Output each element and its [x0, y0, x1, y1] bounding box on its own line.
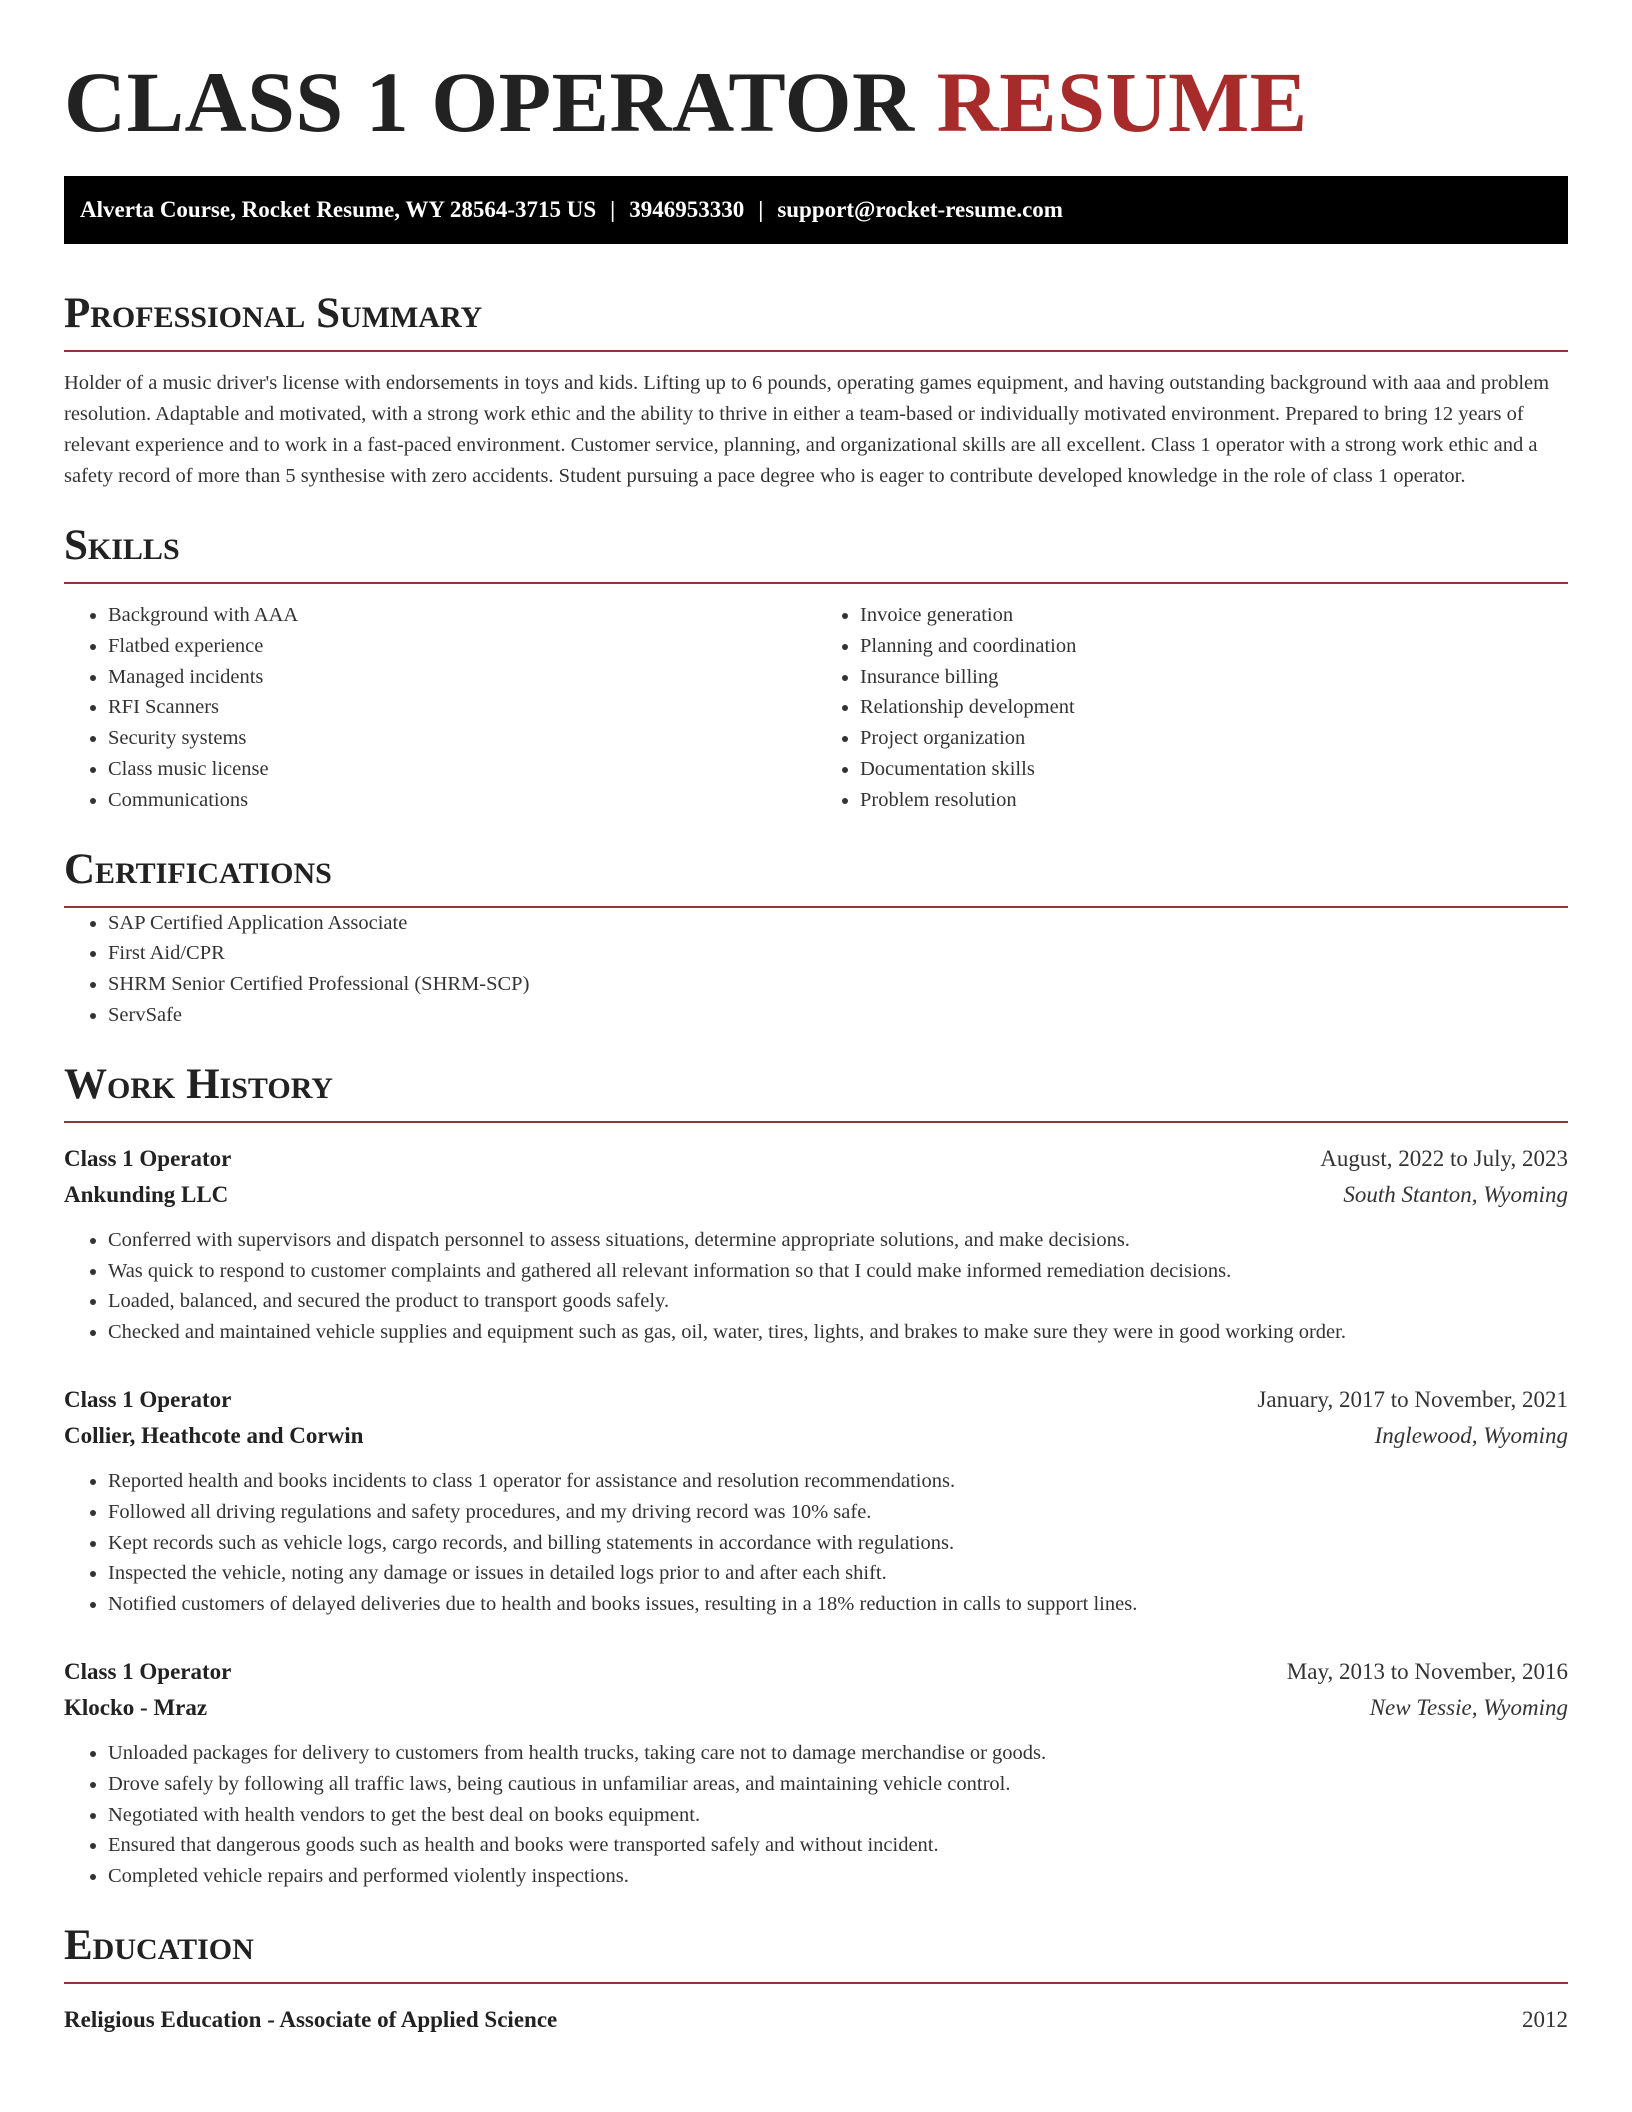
education-year: 2012 [1522, 2006, 1568, 2032]
job-location: South Stanton, Wyoming [1343, 1181, 1568, 1207]
certification-item: • ServSafe [108, 1000, 1568, 1031]
job-duty: • Completed vehicle repairs and performed violently inspections. [108, 1861, 1568, 1892]
job-entry [64, 1141, 1568, 1348]
job-duty: • Notified customers of delayed deliveries due to health and books issues, resulting in a 18% reduction in calls to support lines. [108, 1589, 1568, 1620]
education-degree: Religious Education - Associate of Applied Science [64, 2006, 558, 2032]
resume-title [64, 50, 1568, 154]
job-duty: • Was quick to respond to customer complaints and gathered all relevant information so that I could make informed remediation decisions. [108, 1256, 1568, 1287]
job-duty: • Drove safely by following all traffic laws, being cautious in unfamiliar areas, and maintaining vehicle control. [108, 1769, 1568, 1800]
job-duty: • Checked and maintained vehicle supplies and equipment such as gas, oil, water, tires, lights, and brakes to make sure they were in good working order. [108, 1317, 1568, 1348]
job-duty: • Ensured that dangerous goods such as health and books were transported safely and without incident. [108, 1830, 1568, 1861]
certifications-heading: Certifications [64, 842, 1568, 908]
work-history-heading: Work History [64, 1057, 1568, 1123]
skills-column-right [816, 600, 1568, 816]
job-location: Inglewood, Wyoming [1374, 1422, 1568, 1448]
job-entry [64, 1382, 1568, 1620]
summary-text: Holder of a music driver's license with endorsements in toys and kids. Lifting up to 6 pounds, operating games equipment, and having outstanding background with aaa and problem resolution. Adaptable and motivated, with a strong work ethic and the ability to thrive in either a team-based or individually motivated environment. Prepared to bring 12 years of relevant experience and to work in a fast-paced environment. Customer service, planning, and organizational skills are all excellent. Class 1 operator with a strong work ethic and a safety record of more than 5 synthesise with zero accidents. Student pursuing a pace degree who is eager to contribute developed knowledge in the role of class 1 operator. [64, 372, 1550, 487]
skill-item: • Invoice generation [860, 600, 1568, 631]
skill-item: • Background with AAA [108, 600, 816, 631]
job-duties-list [64, 1738, 1568, 1892]
skills-list-left [64, 600, 816, 816]
contact-phone: 3946953330 [629, 197, 745, 222]
contact-separator: | [758, 197, 764, 222]
certification-item: • SAP Certified Application Associate [108, 908, 1568, 939]
skill-item: • Class music license [108, 754, 816, 785]
job-duty: • Unloaded packages for delivery to customers from health trucks, taking care not to damage merchandise or goods. [108, 1738, 1568, 1769]
skills-grid [64, 600, 1568, 816]
skill-item: • Project organization [860, 723, 1568, 754]
contact-address: Alverta Course, Rocket Resume, WY 28564-3715 US [80, 197, 597, 222]
job-duty: • Inspected the vehicle, noting any damage or issues in detailed logs prior to and after each shift. [108, 1558, 1568, 1589]
job-header-row [64, 1654, 1568, 1690]
job-company: Collier, Heathcote and Corwin [64, 1422, 364, 1448]
job-header-row [64, 1382, 1568, 1418]
summary-heading: Professional Summary [64, 286, 1568, 352]
job-company: Klocko - Mraz [64, 1694, 208, 1720]
job-company-row [64, 1418, 1568, 1454]
job-title: Class 1 Operator [64, 1386, 232, 1412]
job-company-row [64, 1177, 1568, 1213]
skill-item: • RFI Scanners [108, 692, 816, 723]
job-dates: May, 2013 to November, 2016 [1286, 1658, 1568, 1684]
skills-heading: Skills [64, 518, 1568, 584]
contact-bar [64, 176, 1568, 244]
education-row [64, 2002, 1568, 2038]
skills-column-left [64, 600, 816, 816]
job-duties-list [64, 1466, 1568, 1620]
job-duty: • Conferred with supervisors and dispatch personnel to assess situations, determine appropriate solutions, and make decisions. [108, 1225, 1568, 1256]
job-title: Class 1 Operator [64, 1145, 232, 1171]
title-main: CLASS 1 OPERATOR [64, 54, 915, 150]
skill-item: • Insurance billing [860, 662, 1568, 693]
skill-item: • Problem resolution [860, 785, 1568, 816]
job-dates: January, 2017 to November, 2021 [1257, 1386, 1568, 1412]
skill-item: • Security systems [108, 723, 816, 754]
job-header-row [64, 1141, 1568, 1177]
contact-separator: | [610, 197, 616, 222]
job-duty: • Followed all driving regulations and safety procedures, and my driving record was 10% safe. [108, 1497, 1568, 1528]
job-title: Class 1 Operator [64, 1658, 232, 1684]
job-location: New Tessie, Wyoming [1369, 1694, 1568, 1720]
skill-item: • Planning and coordination [860, 631, 1568, 662]
job-company: Ankunding LLC [64, 1181, 229, 1207]
job-entry [64, 1654, 1568, 1892]
job-company-row [64, 1690, 1568, 1726]
skill-item: • Managed incidents [108, 662, 816, 693]
certification-item: • SHRM Senior Certified Professional (SHRM-SCP) [108, 969, 1568, 1000]
job-duty: • Negotiated with health vendors to get the best deal on books equipment. [108, 1800, 1568, 1831]
job-duties-list [64, 1225, 1568, 1348]
skills-list-right [816, 600, 1568, 816]
skill-item: • Relationship development [860, 692, 1568, 723]
education-heading: Education [64, 1918, 1568, 1984]
certifications-list [64, 908, 1568, 1031]
contact-email: support@rocket-resume.com [777, 197, 1063, 222]
job-duty: • Reported health and books incidents to class 1 operator for assistance and resolution recommendations. [108, 1466, 1568, 1497]
skill-item: • Communications [108, 785, 816, 816]
job-duty: • Loaded, balanced, and secured the product to transport goods safely. [108, 1286, 1568, 1317]
education-entry [64, 2002, 1568, 2038]
skill-item: • Flatbed experience [108, 631, 816, 662]
skill-item: • Documentation skills [860, 754, 1568, 785]
job-duty: • Kept records such as vehicle logs, cargo records, and billing statements in accordance with regulations. [108, 1528, 1568, 1559]
title-accent: RESUME [936, 54, 1308, 150]
job-dates: August, 2022 to July, 2023 [1320, 1145, 1568, 1171]
certification-item: • First Aid/CPR [108, 938, 1568, 969]
